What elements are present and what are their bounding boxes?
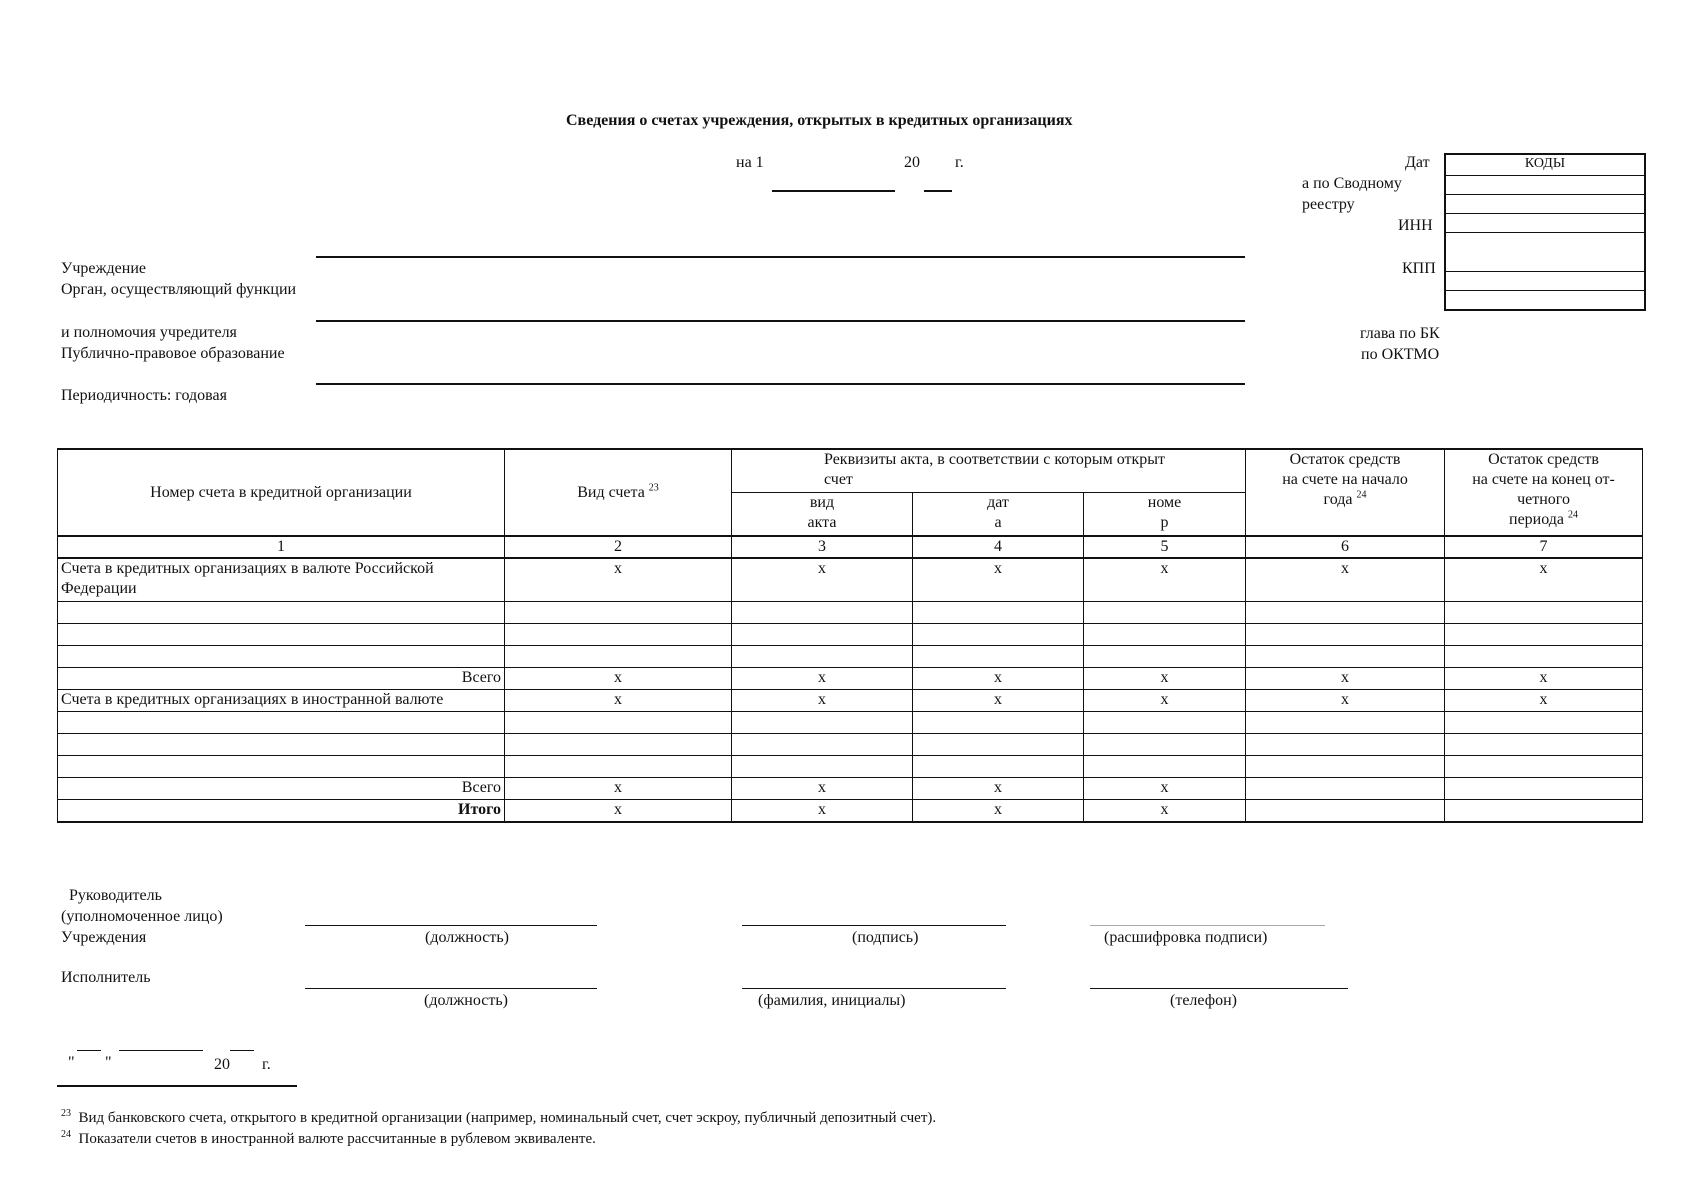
table-row xyxy=(58,712,1643,734)
table-cell[interactable] xyxy=(505,602,732,624)
col-header-act-number: номе р xyxy=(1084,493,1246,537)
cell-x: x xyxy=(732,778,913,800)
table-cell[interactable] xyxy=(1084,756,1246,778)
table-cell[interactable] xyxy=(505,624,732,646)
col-num-4: 4 xyxy=(913,536,1084,558)
section-rub-row xyxy=(58,558,1643,602)
executor-position-line[interactable] xyxy=(305,988,597,989)
total-rub-label: Всего xyxy=(58,668,505,690)
date-prefix: на 1 xyxy=(736,154,764,171)
cell-x: x xyxy=(505,778,732,800)
cell-x: x xyxy=(1084,558,1246,602)
table-cell[interactable] xyxy=(732,646,913,668)
cell-x: x xyxy=(732,668,913,690)
label-position: (должность) xyxy=(425,929,509,946)
cell-x: x xyxy=(913,778,1084,800)
cell-x: x xyxy=(732,558,913,602)
table-cell[interactable] xyxy=(58,712,505,734)
table-cell[interactable] xyxy=(1246,602,1445,624)
table-cell[interactable] xyxy=(732,734,913,756)
cell-x: x xyxy=(913,668,1084,690)
cell-x: x xyxy=(505,668,732,690)
cell-x: x xyxy=(1246,668,1445,690)
table-cell[interactable] xyxy=(1246,756,1445,778)
code-cell-kpp[interactable] xyxy=(1446,233,1644,272)
table-cell[interactable] xyxy=(58,602,505,624)
cell-x: x xyxy=(505,690,732,712)
label-head-3: Учреждения xyxy=(61,929,147,946)
table-cell[interactable] xyxy=(913,646,1084,668)
table-cell[interactable] xyxy=(1246,800,1445,823)
table-cell[interactable] xyxy=(913,756,1084,778)
date-day-month-line xyxy=(772,190,895,192)
code-cell-glava[interactable] xyxy=(1446,272,1644,291)
col-header-balance-end: Остаток средств на счете на конец от- четного периода $^{24}$ xyxy=(1445,449,1643,536)
table-cell[interactable] xyxy=(1445,712,1643,734)
label-executor-position: (должность) xyxy=(424,992,508,1009)
head-signature-line[interactable] xyxy=(742,925,1006,926)
code-cell-oktmo[interactable] xyxy=(1446,291,1644,309)
head-decoding-line[interactable] xyxy=(1090,925,1325,926)
label-public-entity: Публично-правовое образование xyxy=(61,345,285,362)
codes-label-inn: ИНН xyxy=(1398,217,1433,234)
table-cell[interactable] xyxy=(58,734,505,756)
cell-x: x xyxy=(1246,690,1445,712)
table-row xyxy=(58,756,1643,778)
accounts-table xyxy=(57,448,1643,823)
sign-month-line[interactable] xyxy=(119,1050,203,1051)
cell-x: x xyxy=(1445,668,1643,690)
col-header-account-type: Вид счета $^{23}$ xyxy=(505,449,732,536)
table-cell[interactable] xyxy=(1445,646,1643,668)
col-num-7: 7 xyxy=(1445,536,1643,558)
label-organ-1: Орган, осуществляющий функции xyxy=(61,281,297,298)
col-header-act-date: дат а xyxy=(913,493,1084,537)
table-cell[interactable] xyxy=(1246,624,1445,646)
code-cell-inn[interactable] xyxy=(1446,214,1644,233)
table-cell[interactable] xyxy=(1445,624,1643,646)
table-cell[interactable] xyxy=(1445,734,1643,756)
cell-x: x xyxy=(1084,668,1246,690)
cell-x: x xyxy=(1445,690,1643,712)
table-cell[interactable] xyxy=(1246,646,1445,668)
sign-date-year-prefix: 20 xyxy=(214,1056,230,1073)
label-head-2: (уполномоченное лицо) xyxy=(61,908,223,925)
table-cell[interactable] xyxy=(1246,734,1445,756)
label-phone: (телефон) xyxy=(1170,992,1237,1009)
footnote-23: $^{23}$ Вид банковского счета, открытого в кредитной организации (например, номинальный счет, счет эскроу, публичный депозитный счет). xyxy=(61,1108,937,1126)
grand-total-label: Итого xyxy=(58,800,505,823)
table-cell[interactable] xyxy=(1084,646,1246,668)
col-header-act-type: вид акта xyxy=(732,493,913,537)
field-organ-line[interactable] xyxy=(316,320,1245,322)
table-cell[interactable] xyxy=(913,624,1084,646)
head-position-line[interactable] xyxy=(305,925,597,926)
table-cell[interactable] xyxy=(1246,778,1445,800)
col-header-balance-start: Остаток средств на счете на начало года $^{24}$ xyxy=(1246,449,1445,536)
executor-phone-line[interactable] xyxy=(1090,988,1348,989)
cell-x: x xyxy=(1084,800,1246,823)
col-num-5: 5 xyxy=(1084,536,1246,558)
table-cell[interactable] xyxy=(1084,734,1246,756)
sign-date-underline xyxy=(57,1085,297,1087)
cell-x: x xyxy=(1246,558,1445,602)
table-cell[interactable] xyxy=(505,734,732,756)
sign-day-line[interactable] xyxy=(77,1050,101,1051)
col-num-1: 1 xyxy=(58,536,505,558)
codes-box xyxy=(1444,153,1646,311)
date-quote-close: " xyxy=(105,1054,112,1071)
table-cell[interactable] xyxy=(732,712,913,734)
table-cell[interactable] xyxy=(1084,602,1246,624)
col-num-2: 2 xyxy=(505,536,732,558)
table-cell[interactable] xyxy=(505,712,732,734)
table-cell[interactable] xyxy=(1445,800,1643,823)
label-signature: (подпись) xyxy=(852,929,919,946)
table-cell[interactable] xyxy=(732,602,913,624)
section-foreign-label: Счета в кредитных организациях в иностранной валюте xyxy=(58,690,505,712)
section-foreign-row xyxy=(58,690,1643,712)
table-row xyxy=(58,624,1643,646)
label-decoding: (расшифровка подписи) xyxy=(1104,929,1268,946)
code-cell-date[interactable] xyxy=(1446,176,1644,195)
col-header-act-requisites: Реквизиты акта, в соответствии с которым открыт счет xyxy=(732,449,1246,493)
table-cell[interactable] xyxy=(913,734,1084,756)
date-year-line xyxy=(924,190,952,192)
codes-label-date-c: реестру xyxy=(1302,196,1355,213)
cell-x: x xyxy=(913,690,1084,712)
section-rub-label: Счета в кредитных организациях в валюте Российской Федерации xyxy=(58,558,505,602)
date-year-prefix: 20 xyxy=(904,154,920,171)
table-row xyxy=(58,734,1643,756)
table-cell[interactable] xyxy=(58,756,505,778)
label-head-1: Руководитель xyxy=(69,887,162,904)
codes-label-date-b: а по Сводному xyxy=(1302,175,1402,192)
code-cell-registry[interactable] xyxy=(1446,195,1644,214)
cell-x: x xyxy=(505,800,732,823)
date-quote-open: " xyxy=(68,1054,75,1071)
table-cell[interactable] xyxy=(732,624,913,646)
table-row xyxy=(58,646,1643,668)
label-executor: Исполнитель xyxy=(61,969,151,986)
table-cell[interactable] xyxy=(913,602,1084,624)
table-cell[interactable] xyxy=(913,712,1084,734)
table-cell[interactable] xyxy=(505,646,732,668)
col-header-account-number: Номер счета в кредитной организации xyxy=(58,449,505,536)
cell-x: x xyxy=(1084,690,1246,712)
table-cell[interactable] xyxy=(58,646,505,668)
label-periodicity: Периодичность: годовая xyxy=(61,387,227,404)
cell-x: x xyxy=(1084,778,1246,800)
cell-x: x xyxy=(505,558,732,602)
grand-total-row xyxy=(58,800,1643,823)
form-title: Сведения о счетах учреждения, открытых в кредитных организациях xyxy=(566,112,1073,129)
total-foreign-label: Всего xyxy=(58,778,505,800)
codes-label-oktmo: по ОКТМО xyxy=(1361,346,1440,363)
label-name: (фамилия, инициалы) xyxy=(758,992,906,1009)
table-row xyxy=(58,602,1643,624)
col-num-6: 6 xyxy=(1246,536,1445,558)
label-institution: Учреждение xyxy=(61,260,146,277)
table-cell[interactable] xyxy=(1084,624,1246,646)
footnote-24: $^{24}$ Показатели счетов в иностранной валюте рассчитанные в рублевом эквиваленте. xyxy=(61,1129,596,1147)
table-cell[interactable] xyxy=(1445,756,1643,778)
cell-x: x xyxy=(913,800,1084,823)
table-cell[interactable] xyxy=(58,624,505,646)
cell-x: x xyxy=(732,800,913,823)
table-cell[interactable] xyxy=(1246,712,1445,734)
table-cell[interactable] xyxy=(732,756,913,778)
total-foreign-row xyxy=(58,778,1643,800)
total-rub-row xyxy=(58,668,1643,690)
executor-name-line[interactable] xyxy=(742,988,1006,989)
codes-label-glava: глава по БК xyxy=(1360,325,1440,342)
table-cell[interactable] xyxy=(1445,778,1643,800)
table-cell[interactable] xyxy=(1084,712,1246,734)
sign-year-line[interactable] xyxy=(230,1050,254,1051)
cell-x: x xyxy=(732,690,913,712)
field-institution-line[interactable] xyxy=(316,256,1245,258)
col-num-3: 3 xyxy=(732,536,913,558)
codes-label-kpp: КПП xyxy=(1402,260,1436,277)
codes-label-date-a: Дат xyxy=(1405,154,1430,171)
label-organ-2: и полномочия учредителя xyxy=(61,324,237,341)
field-public-entity-line[interactable] xyxy=(316,383,1245,385)
date-year-suffix: г. xyxy=(955,154,964,171)
cell-x: x xyxy=(913,558,1084,602)
codes-header: КОДЫ xyxy=(1446,155,1644,176)
table-cell[interactable] xyxy=(1445,602,1643,624)
cell-x: x xyxy=(1445,558,1643,602)
table-cell[interactable] xyxy=(505,756,732,778)
sign-date-suffix: г. xyxy=(262,1056,271,1073)
